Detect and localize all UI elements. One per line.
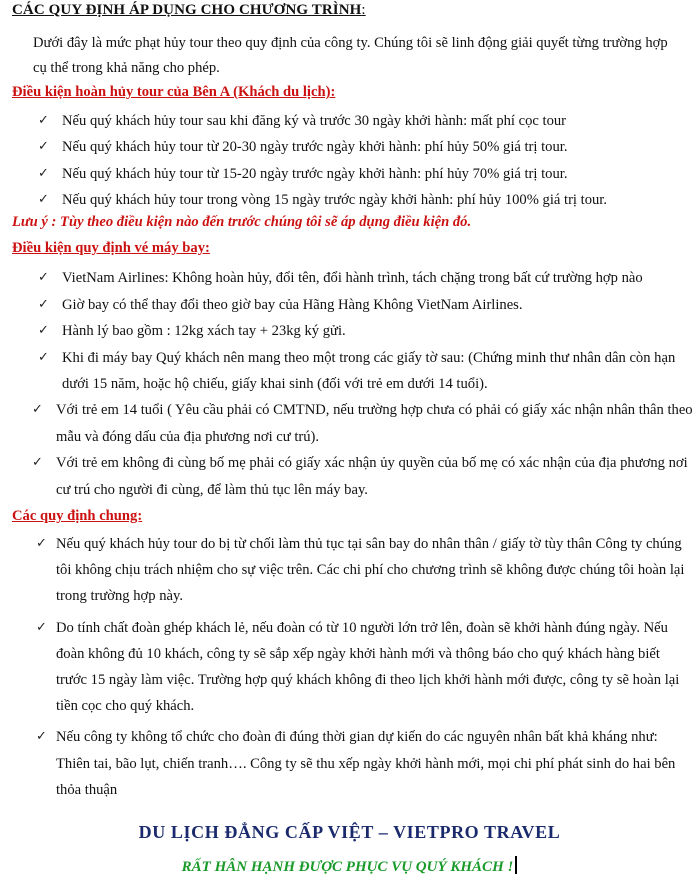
general-heading: Các quy định chung: <box>12 508 143 524</box>
list-item: ✓ Nếu quý khách hủy tour do bị từ chối làm thủ tục tại sân bay do nhân thân / giấy tờ tùy thân Công ty chúng tôi không chịu trách nhiệm cho sự việc trên. Các chi phí cho chương trình sẽ không được chúng tôi hoàn lại trong trường hợp này. <box>14 531 694 610</box>
check-icon: ✓ <box>38 296 49 312</box>
list-item: ✓ Khi đi máy bay Quý khách nên mang theo một trong các giấy tờ sau: (Chứng minh thư nhân dân còn hạn dưới 15 năm, hoặc hộ chiếu, giấy khai sinh (đối với trẻ em dưới 14 tuổi). <box>38 345 688 398</box>
document-title: CÁC QUY ĐỊNH ÁP DỤNG CHO CHƯƠNG TRÌNH: <box>12 2 366 18</box>
child-rules-list <box>12 397 694 503</box>
flight-heading: Điều kiện quy định vé máy bay: <box>12 240 210 256</box>
footer-title: DU LỊCH ĐẲNG CẤP VIỆT – VIETPRO TRAVEL <box>138 822 561 842</box>
general-list <box>14 531 694 803</box>
list-item: ✓ Do tính chất đoàn ghép khách lẻ, nếu đoàn có từ 10 người lớn trở lên, đoàn sẽ khởi hành đúng ngày. Nếu đoàn không đủ 10 khách, công ty sẽ sắp xếp ngày khởi hành mới và thông báo cho quý khách hàng biết trước 15 ngày làm việc. Trường hợp quý khách không đi theo lịch khởi hành mới được, công ty sẽ hoàn lại tiền cọc cho quý khách. <box>14 615 694 720</box>
text-cursor <box>515 856 517 874</box>
check-icon: ✓ <box>38 191 49 207</box>
list-item: ✓ Với trẻ em không đi cùng bố mẹ phải có giấy xác nhận ủy quyền của bố mẹ có xác nhận của địa phương nơi cư trú cho người đi cùng, để làm thủ tục lên máy bay. <box>12 450 694 503</box>
check-icon: ✓ <box>38 349 49 365</box>
list-item: ✓ Nếu quý khách hủy tour sau khi đăng ký và trước 30 ngày khởi hành: mất phí cọc tour <box>38 108 688 134</box>
list-item: ✓ Nếu quý khách hủy tour từ 20-30 ngày trước ngày khởi hành: phí hủy 50% giá trị tour. <box>38 134 688 160</box>
check-icon: ✓ <box>38 139 49 155</box>
check-icon: ✓ <box>36 619 47 635</box>
list-item: ✓ Giờ bay có thể thay đổi theo giờ bay của Hãng Hàng Không VietNam Airlines. <box>38 292 688 319</box>
list-item: ✓ Nếu quý khách hủy tour trong vòng 15 ngày trước ngày khởi hành: phí hủy 100% giá trị tour. <box>38 187 688 213</box>
footer-tagline: RẤT HÂN HẠNH ĐƯỢC PHỤC VỤ QUÝ KHÁCH ! <box>0 856 699 876</box>
check-icon: ✓ <box>32 455 43 470</box>
check-icon: ✓ <box>36 729 47 745</box>
check-icon: ✓ <box>38 323 49 338</box>
check-icon: ✓ <box>38 113 49 128</box>
cancellation-list <box>38 108 688 213</box>
check-icon: ✓ <box>32 402 43 417</box>
intro-paragraph: Dưới đây là mức phạt hủy tour theo quy định của công ty. Chúng tôi sẽ linh động giải quyết từng trường hợp cụ thể trong khả năng cho phép. <box>33 35 668 76</box>
list-item: ✓ Nếu công ty không tổ chức cho đoàn đi đúng thời gian dự kiến do các nguyên nhân bất khả kháng như: Thiên tai, bão lụt, chiến tranh…. Công ty sẽ thu xếp ngày khởi hành mới, mọi chi phí phát sinh do hai bên thỏa thuận <box>14 724 694 803</box>
check-icon: ✓ <box>36 536 47 551</box>
list-item: ✓ VietNam Airlines: Không hoàn hủy, đổi tên, đổi hành trình, tách chặng trong bất cứ trường hợp nào <box>38 265 688 292</box>
cancellation-heading: Điều kiện hoàn hủy tour của Bên A (Khách du lịch): <box>12 84 336 100</box>
check-icon: ✓ <box>38 270 49 285</box>
flight-list <box>38 265 688 398</box>
check-icon: ✓ <box>38 165 49 181</box>
list-item: ✓ Hành lý bao gồm : 12kg xách tay + 23kg ký gửi. <box>38 318 688 345</box>
list-item: ✓ Nếu quý khách hủy tour từ 15-20 ngày trước ngày khởi hành: phí hủy 70% giá trị tour. <box>38 161 688 187</box>
note-text: Lưu ý : Tùy theo điều kiện nào đến trước chúng tôi sẽ áp dụng điều kiện đó. <box>12 214 472 230</box>
list-item: ✓ Với trẻ em 14 tuổi ( Yêu cầu phải có CMTND, nếu trường hợp chưa có phải có giấy xác nhận nhân thân theo mẫu và đóng dấu của địa phương nơi cư trú). <box>12 397 694 450</box>
